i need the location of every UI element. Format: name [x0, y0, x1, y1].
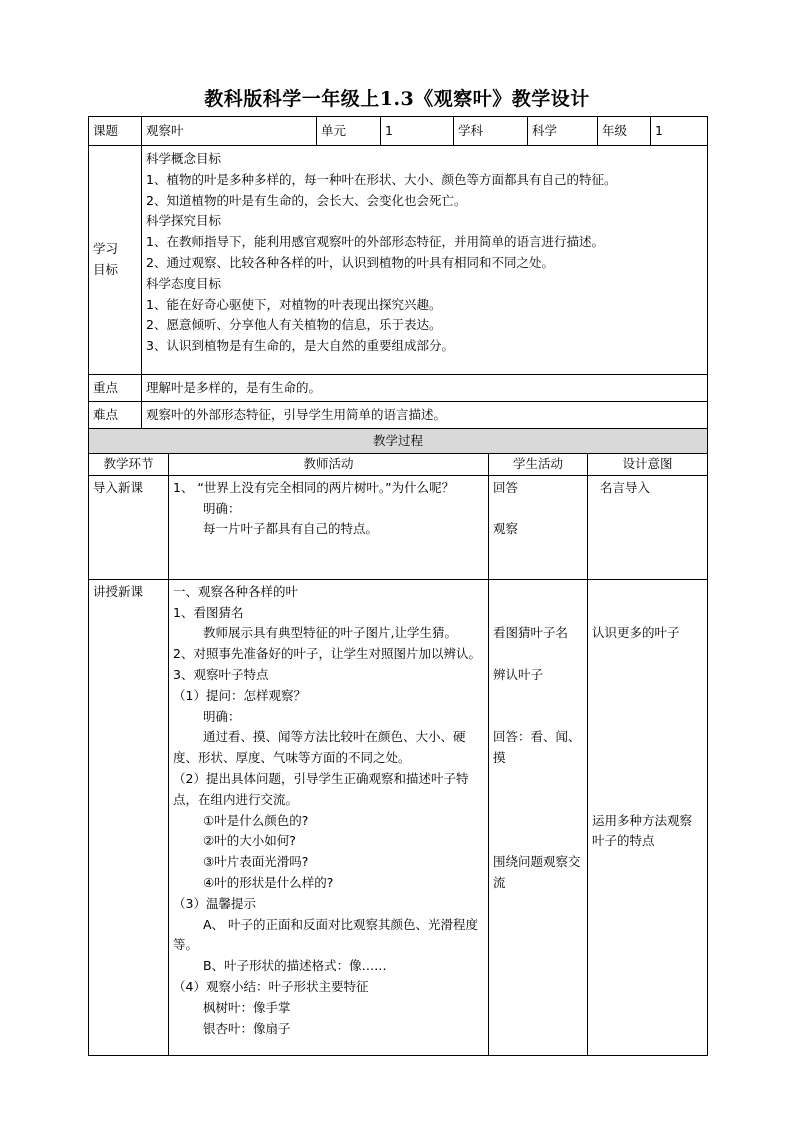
goal-line: 1、能在好奇心驱使下，对植物的叶表现出探究兴趣。	[146, 296, 442, 312]
page-title: 教科版科学一年级上1.3《观察叶》教学设计	[204, 88, 590, 110]
goal-line: 1、植物的叶是多种多样的，每一种叶在形状、大小、颜色等方面都具有自己的特征。	[146, 171, 617, 187]
lesson-line: 通过看、摸、闻等方法比较叶在颜色、大小、硬度、形状、厚度、气味等方面的不同之处。	[173, 729, 466, 766]
process-table	[88, 428, 708, 1056]
goals-label-line: 目标	[93, 262, 119, 277]
lesson-line: ①叶是什么颜色的?	[203, 812, 309, 828]
subject-label: 学科	[454, 117, 528, 146]
grade-label: 年级	[598, 117, 651, 146]
lesson-line: B、叶子形状的描述格式：像……	[203, 958, 387, 974]
goal-line: 3、认识到植物是有生命的，是大自然的重要组成部分。	[146, 338, 454, 354]
lesson-line: 2、对照事先准备好的叶子，让学生对照图片加以辨认。	[173, 646, 481, 662]
goal-heading: 科学概念目标	[146, 151, 222, 166]
student-activity: 回答：看、闻、摸	[493, 729, 581, 766]
grade-value: 1	[651, 117, 708, 146]
student-activity: 回答	[493, 479, 519, 495]
student-activity: 观察	[493, 521, 519, 537]
design-intent: 运用多种方法观察叶子的特点	[592, 812, 693, 849]
goal-line: 1、在教师指导下，能利用感官观察叶的外部形态特征，并用简单的语言进行描述。	[146, 234, 604, 250]
process-header: 教学过程	[89, 429, 708, 454]
lesson-line: ②叶的大小如何?	[203, 833, 296, 849]
student-activity: 看图猜叶子名	[493, 625, 569, 641]
lesson-line: （4）观察小结：叶子形状主要特征	[173, 978, 369, 994]
lesson-line: 明确：	[203, 708, 241, 724]
lesson-line: 枫树叶：像手掌	[203, 999, 291, 1015]
lesson-line: ③叶片表面光滑吗?	[203, 854, 309, 870]
intro-teacher	[169, 475, 489, 579]
intro-line: 明确：	[203, 500, 241, 516]
lesson-line: 银杏叶：像扇子	[203, 1020, 291, 1036]
lesson-teacher	[169, 579, 489, 1055]
goal-heading: 科学态度目标	[146, 275, 222, 291]
lesson-line: 1、看图猜名	[173, 604, 244, 620]
lesson-student	[489, 579, 588, 1055]
topic-value: 观察叶	[142, 117, 317, 146]
topic-label: 课题	[89, 117, 142, 146]
unit-label: 单元	[317, 117, 381, 146]
student-activity: 围绕问题观察交流	[493, 854, 581, 890]
goals-content	[142, 146, 708, 375]
intro-line: 每一片叶子都具有自己的特点。	[203, 521, 379, 537]
lesson-line: A、 叶子的正面和反面对比观察其颜色、光滑程度等。	[173, 916, 479, 953]
col-header-student: 学生活动	[489, 454, 588, 476]
lesson-line: （2）提出具体问题，引导学生正确观察和描述叶子特点，在组内进行交流。	[173, 770, 469, 807]
goals-label	[89, 146, 142, 375]
goals-label-line: 学习	[93, 241, 119, 257]
unit-value: 1	[381, 117, 454, 146]
lesson-line: （1）提问：怎样观察？	[173, 687, 306, 703]
lesson-line: 教师展示具有典型特征的叶子图片,让学生猜。	[203, 625, 457, 641]
key-point-value: 理解叶是多样的，是有生命的。	[142, 375, 708, 402]
student-activity: 辨认叶子	[493, 666, 544, 682]
col-header-stage: 教学环节	[89, 454, 169, 476]
intro-question: 1、 “世界上没有完全相同的两片树叶。”为什么呢？	[173, 479, 455, 495]
goal-heading: 科学探究目标	[146, 213, 222, 229]
intro-intent: 名言导入	[588, 475, 708, 579]
goal-line: 2、知道植物的叶是有生命的，会长大、会变化也会死亡。	[146, 192, 467, 208]
difficulty-value: 观察叶的外部形态特征，引导学生用简单的语言描述。	[142, 402, 708, 429]
intro-stage: 导入新课	[89, 475, 169, 579]
lesson-line: 一、观察各种各样的叶	[173, 583, 299, 599]
col-header-teacher: 教师活动	[169, 454, 489, 476]
info-table	[88, 116, 708, 429]
lesson-line: （3）温馨提示	[173, 895, 256, 911]
lesson-line: ④叶的形状是什么样的?	[203, 874, 334, 890]
col-header-intent: 设计意图	[588, 454, 708, 476]
lesson-intent	[588, 579, 708, 1055]
lesson-stage: 讲授新课	[89, 579, 169, 1055]
lesson-line: 3、观察叶子特点	[173, 666, 269, 682]
goal-line: 2、愿意倾听、分享他人有关植物的信息，乐于表达。	[146, 317, 442, 333]
intro-student	[489, 475, 588, 579]
subject-value: 科学	[528, 117, 598, 146]
key-point-label: 重点	[89, 375, 142, 402]
difficulty-label: 难点	[89, 402, 142, 429]
goal-line: 2、通过观察、比较各种各样的叶，认识到植物的叶具有相同和不同之处。	[146, 254, 554, 270]
design-intent: 认识更多的叶子	[592, 625, 680, 641]
